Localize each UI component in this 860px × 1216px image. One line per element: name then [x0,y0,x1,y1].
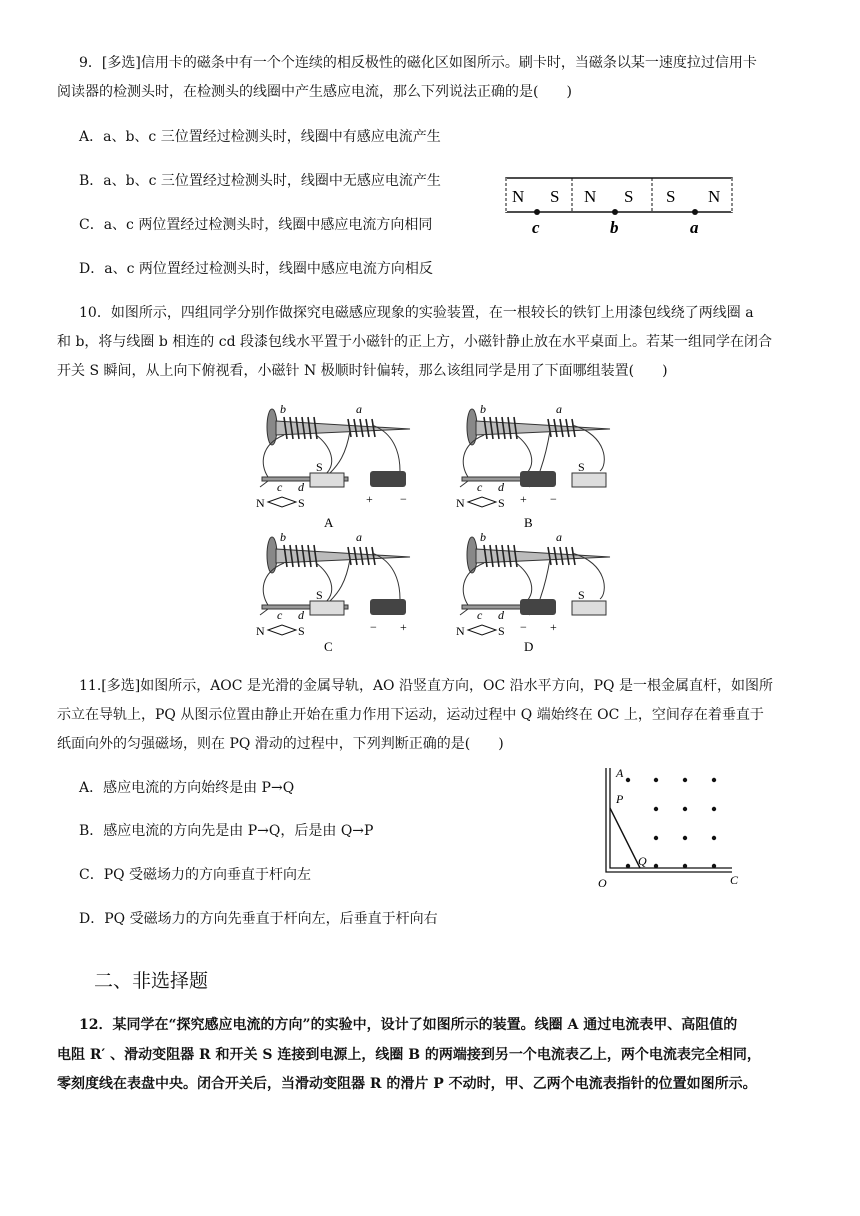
q9-stem-line1: 9．[多选]信用卡的磁条中有一个个连续的相反极性的磁化区如图所示。刷卡时，当磁条以某一速度拉过信用卡 [79,55,757,71]
q9-option-c: C．a、c 两位置经过检测头时，线圈中感应电流方向相同 [79,217,433,233]
svg-text:d: d [298,608,304,622]
q11-option-c: C．PQ 受磁场力的方向垂直于杆向左 [79,867,312,883]
q10-stem-line3: 开关 S 瞬间，从上向下俯视看，小磁针 N 极顺时针偏转，那么该组同学是用了下面哪组装置( ) [57,363,668,379]
q11-option-a: A．感应电流的方向始终是由 P→Q [79,780,295,796]
svg-text:N: N [456,496,465,510]
panel-c [256,530,410,654]
svg-text:b: b [280,530,286,544]
svg-text:a: a [556,405,562,416]
svg-text:+: + [520,492,527,506]
panel-d [456,530,610,654]
q11-stem-line2: 示立在导轨上，PQ 从图示位置由静止开始在重力作用下运动，运动过程中 Q 端始终在 OC 上，空间存在着垂直于 [57,707,764,723]
q11-stem-line1: 11.[多选]如图所示，AOC 是光滑的金属导轨，AO 沿竖直方向，OC 沿水平方向，PQ 是一根金属直杆，如图所 [79,678,773,694]
magnetic-strip-figure [500,172,740,242]
svg-text:S: S [498,496,505,510]
panel-letter-b: B [524,515,533,530]
rail-outer [606,768,732,872]
section-heading: 二、非选择题 [94,970,209,992]
panel-letter-a: A [324,515,334,530]
rail-rod-figure [592,762,752,892]
svg-text:c: c [277,608,283,622]
svg-text:−: − [550,492,557,506]
q10-stem-line1: 10．如图所示，四组同学分别作做探究电磁感应现象的实验装置，在一根较长的铁钉上用漆包线绕了两线圈 a [79,305,754,321]
panel-a [256,405,410,530]
position-dot-c [534,209,540,215]
q11-option-b: B．感应电流的方向先是由 P→Q，后是由 Q→P [79,823,374,839]
svg-text:b: b [280,405,286,416]
svg-text:S: S [298,624,305,638]
position-dot-b [612,209,618,215]
svg-text:c: c [277,480,283,494]
svg-text:d: d [298,480,304,494]
pole-label: N [708,187,721,206]
pole-label: N [512,187,525,206]
position-label-b: b [610,218,619,237]
panel-letter-d: D [524,639,534,654]
svg-text:a: a [356,405,362,416]
svg-text:S: S [316,588,323,602]
q10-apparatus-figure [250,405,640,655]
pole-label: S [666,187,676,206]
svg-text:+: + [550,620,557,634]
svg-text:b: b [480,530,486,544]
svg-text:N: N [256,624,265,638]
svg-text:P: P [616,792,624,806]
svg-text:b: b [480,405,486,416]
svg-text:+: + [400,620,407,634]
svg-text:a: a [556,530,562,544]
rail-inner [610,768,732,868]
svg-text:c: c [477,480,483,494]
q11-stem-line3: 纸面向外的匀强磁场，则在 PQ 滑动的过程中，下列判断正确的是( ) [57,736,504,752]
svg-text:S: S [298,496,305,510]
q9-option-b: B．a、b、c 三位置经过检测头时，线圈中无感应电流产生 [79,173,441,189]
position-dot-a [692,209,698,215]
svg-text:Q: Q [638,854,647,868]
svg-text:O: O [598,876,607,890]
svg-text:−: − [400,492,407,506]
q12-stem-line1: 12．某同学在“探究感应电流的方向”的实验中，设计了如图所示的装置。线圈 A 通过电流表甲、高阻值的 [79,1017,738,1033]
panel-b [456,405,610,530]
q9-stem-line2: 阅读器的检测头时，在检测头的线圈中产生感应电流，那么下列说法正确的是( ) [57,84,572,100]
svg-text:d: d [498,480,504,494]
strip-outline [506,178,732,212]
q9-option-a: A．a、b、c 三位置经过检测头时，线圈中有感应电流产生 [79,129,441,145]
pole-label: S [550,187,560,206]
svg-text:−: − [520,620,527,634]
svg-text:S: S [316,460,323,474]
pole-label: N [584,187,597,206]
svg-text:c: c [477,608,483,622]
position-label-c: c [532,218,540,237]
rod-pq [610,808,640,868]
q12-stem-line3: 零刻度线在表盘中央。闭合开关后，当滑动变阻器 R 的滑片 P 不动时，甲、乙两个电流表指针的位置如图所示。 [57,1076,757,1092]
svg-text:S: S [578,588,585,602]
svg-text:S: S [578,460,585,474]
svg-text:A: A [616,766,624,780]
q12-stem-line2: 电阻 R′ 、滑动变阻器 R 和开关 S 连接到电源上，线圈 B 的两端接到另一个电流表乙上，两个电流表完全相同， [57,1047,761,1063]
q9-option-d: D．a、c 两位置经过检测头时，线圈中感应电流方向相反 [79,261,433,277]
q10-stem-line2: 和 b，将与线圈 b 相连的 cd 段漆包线水平置于小磁针的正上方，小磁针静止放在水平桌面上。若某一组同学在闭合 [57,334,772,350]
svg-text:a: a [356,530,362,544]
svg-text:S: S [498,624,505,638]
panel-letter-c: C [324,639,333,654]
pole-label: S [624,187,634,206]
svg-text:d: d [498,608,504,622]
q11-option-d: D．PQ 受磁场力的方向先垂直于杆向左，后垂直于杆向右 [79,911,438,927]
position-label-a: a [690,218,699,237]
svg-text:+: + [366,492,373,506]
svg-text:C: C [730,873,739,887]
svg-text:N: N [456,624,465,638]
svg-text:−: − [370,620,377,634]
svg-text:N: N [256,496,265,510]
